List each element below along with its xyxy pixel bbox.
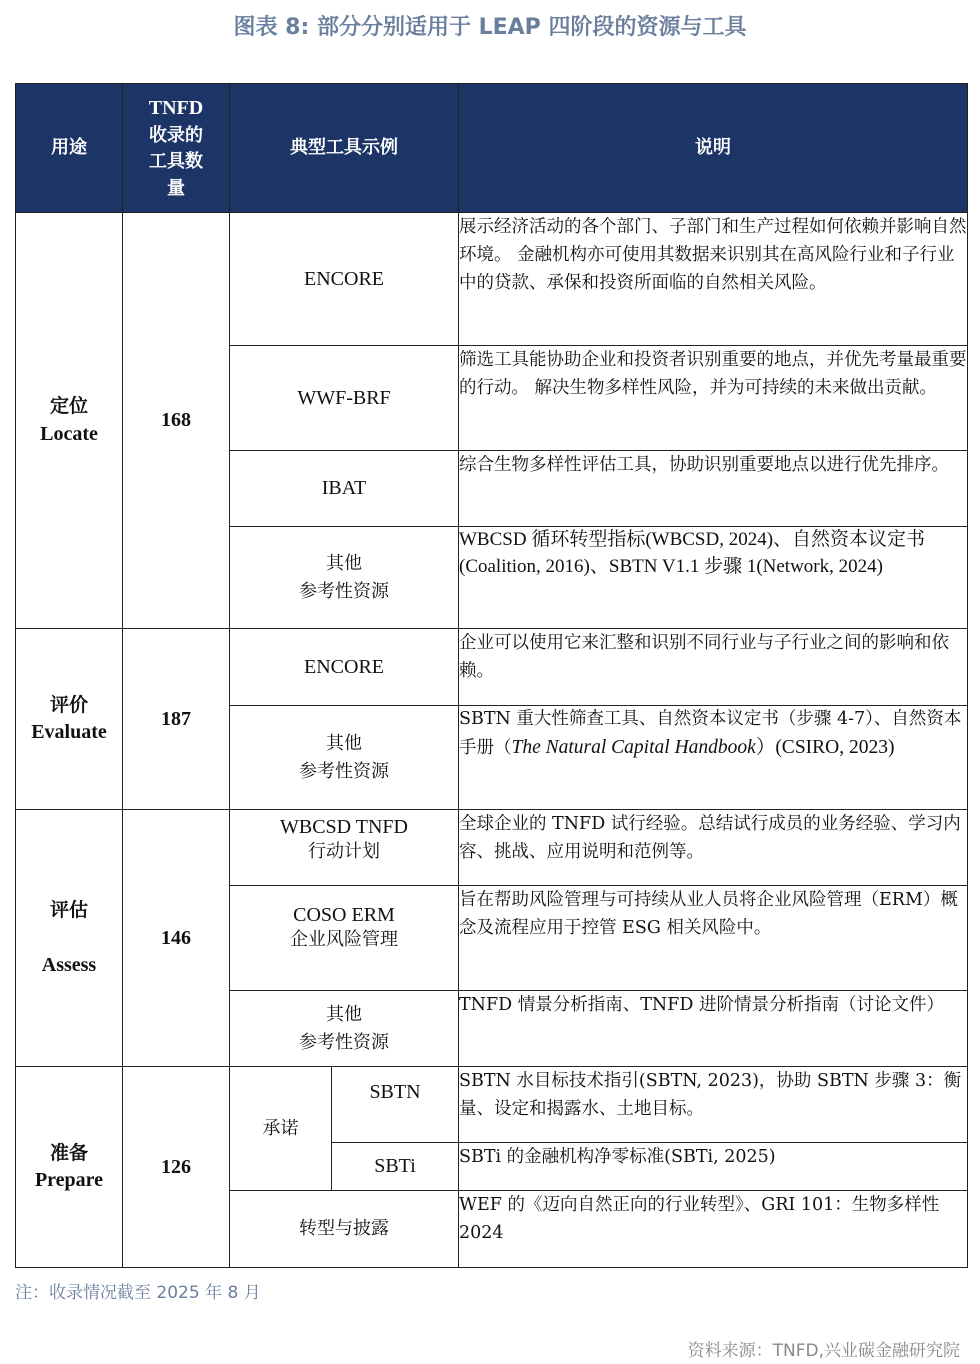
purpose-prepare	[16, 1067, 123, 1268]
desc-cell: WEF 的《迈向自然正向的行业转型》、GRI 101：生物多样性 2024	[459, 1191, 968, 1268]
tool-cell	[230, 451, 459, 527]
tool-cell	[230, 991, 459, 1067]
header-desc: 说明	[459, 84, 968, 213]
tool-cell	[230, 346, 459, 451]
tool-cell	[230, 629, 459, 706]
purpose-en: Assess	[41, 953, 97, 976]
tool-name: SBTi	[374, 1155, 416, 1177]
desc-cell: 旨在帮助风险管理与可持续从业人员将企业风险管理（ERM）概念及流程应用于控管 ESG 相关风险中。	[459, 886, 968, 991]
purpose-en: Prepare	[34, 1169, 104, 1192]
header-count-line2: 收录的	[149, 125, 203, 147]
tool-cell	[230, 706, 459, 810]
tool-name-line1: COSO ERM	[293, 904, 395, 926]
purpose-evaluate	[16, 629, 123, 810]
desc-cell: WBCSD 循环转型指标(WBCSD, 2024)、自然资本议定书(Coalition, 2016)、SBTN V1.1 步骤 1(Network, 2024)	[459, 527, 968, 629]
purpose-cn: 评估	[49, 899, 88, 922]
tool-name: IBAT	[321, 477, 367, 499]
tool-cell	[332, 1067, 459, 1143]
source-note: 资料来源：TNFD,兴业碳金融研究院	[687, 1341, 960, 1361]
tool-cell	[332, 1143, 459, 1191]
tool-cell	[230, 886, 459, 991]
tool-cell	[230, 213, 459, 346]
desc-italic-title: The Natural Capital Handbook	[511, 737, 756, 759]
desc-part-b: ）(CSIRO, 2023)	[755, 737, 895, 759]
desc-cell: 全球企业的 TNFD 试行经验。总结试行成员的业务经验、学习内容、挑战、应用说明和范例等。	[459, 810, 968, 886]
purpose-assess	[16, 810, 123, 1067]
leap-tools-table	[15, 83, 968, 1268]
purpose-en: Locate	[40, 422, 98, 445]
tool-name-line1: 其他	[326, 732, 362, 754]
purpose-locate	[16, 213, 123, 629]
desc-cell: 展示经济活动的各个部门、子部门和生产过程如何依赖并影响自然环境。 金融机构亦可使用其数据来识别其在高风险行业和子行业中的贷款、承保和投资所面临的自然相关风险。	[459, 213, 968, 346]
count-evaluate: 187	[123, 629, 230, 810]
tool-name-line2: 参考性资源	[299, 1031, 389, 1053]
purpose-en: Evaluate	[31, 721, 107, 744]
header-tools: 典型工具示例	[230, 84, 459, 213]
purpose-cn: 评价	[49, 693, 88, 716]
header-purpose: 用途	[16, 84, 123, 213]
tool-name-line2: 企业风险管理	[290, 929, 398, 950]
tool-cell	[230, 810, 459, 886]
footnote: 注：收录情况截至 2025 年 8 月	[15, 1283, 261, 1303]
purpose-cn: 定位	[49, 395, 88, 418]
table-row	[16, 629, 968, 706]
header-count-line4: 量	[167, 177, 185, 199]
tool-name-line2: 参考性资源	[299, 580, 389, 602]
tool-name: ENCORE	[304, 655, 384, 678]
desc-cell: 企业可以使用它来汇整和识别不同行业与子行业之间的影响和依赖。	[459, 629, 968, 706]
tool-name: ENCORE	[304, 267, 384, 290]
tool-name-line1: 其他	[326, 552, 362, 574]
commit-label: 承诺	[230, 1067, 332, 1191]
header-count-line1: TNFD	[148, 97, 204, 120]
purpose-cn: 准备	[49, 1141, 88, 1164]
table-row	[16, 810, 968, 886]
tool-name-line2: 行动计划	[308, 841, 380, 862]
tool-cell	[230, 527, 459, 629]
desc-cell: TNFD 情景分析指南、TNFD 进阶情景分析指南（讨论文件）	[459, 991, 968, 1067]
desc-cell: 综合生物多样性评估工具，协助识别重要地点以进行优先排序。	[459, 451, 968, 527]
figure-title: 图表 8: 部分分别适用于 LEAP 四阶段的资源与工具	[233, 15, 747, 40]
header-count	[123, 84, 230, 213]
tool-name: 转型与披露	[299, 1218, 389, 1240]
tool-cell	[230, 1191, 459, 1268]
desc-cell: SBTN 水目标技术指引(SBTN, 2023)，协助 SBTN 步骤 3：衡量、设定和揭露水、土地目标。	[459, 1067, 968, 1143]
table-row	[16, 1067, 968, 1143]
desc-cell	[459, 706, 968, 810]
header-row	[16, 84, 968, 213]
count-assess: 146	[123, 810, 230, 1067]
tool-name: SBTN	[369, 1081, 421, 1103]
desc-cell: SBTi 的金融机构净零标准(SBTi, 2025)	[459, 1143, 968, 1191]
tool-name-line1: WBCSD TNFD	[280, 816, 408, 838]
desc-cell: 筛选工具能协助企业和投资者识别重要的地点，并优先考量最重要的行动。 解决生物多样性风险，并为可持续的未来做出贡献。	[459, 346, 968, 451]
tool-name-line2: 参考性资源	[299, 760, 389, 782]
tool-name: WWF-BRF	[297, 386, 391, 409]
header-count-line3: 工具数	[149, 151, 203, 173]
count-prepare: 126	[123, 1067, 230, 1268]
tool-name-line1: 其他	[326, 1003, 362, 1025]
count-locate: 168	[123, 213, 230, 629]
table-row	[16, 213, 968, 346]
desc-part-a: SBTN 重大性筛查工具、自然资本议定书（步骤 4-7）、自然资本手册（	[459, 709, 962, 759]
